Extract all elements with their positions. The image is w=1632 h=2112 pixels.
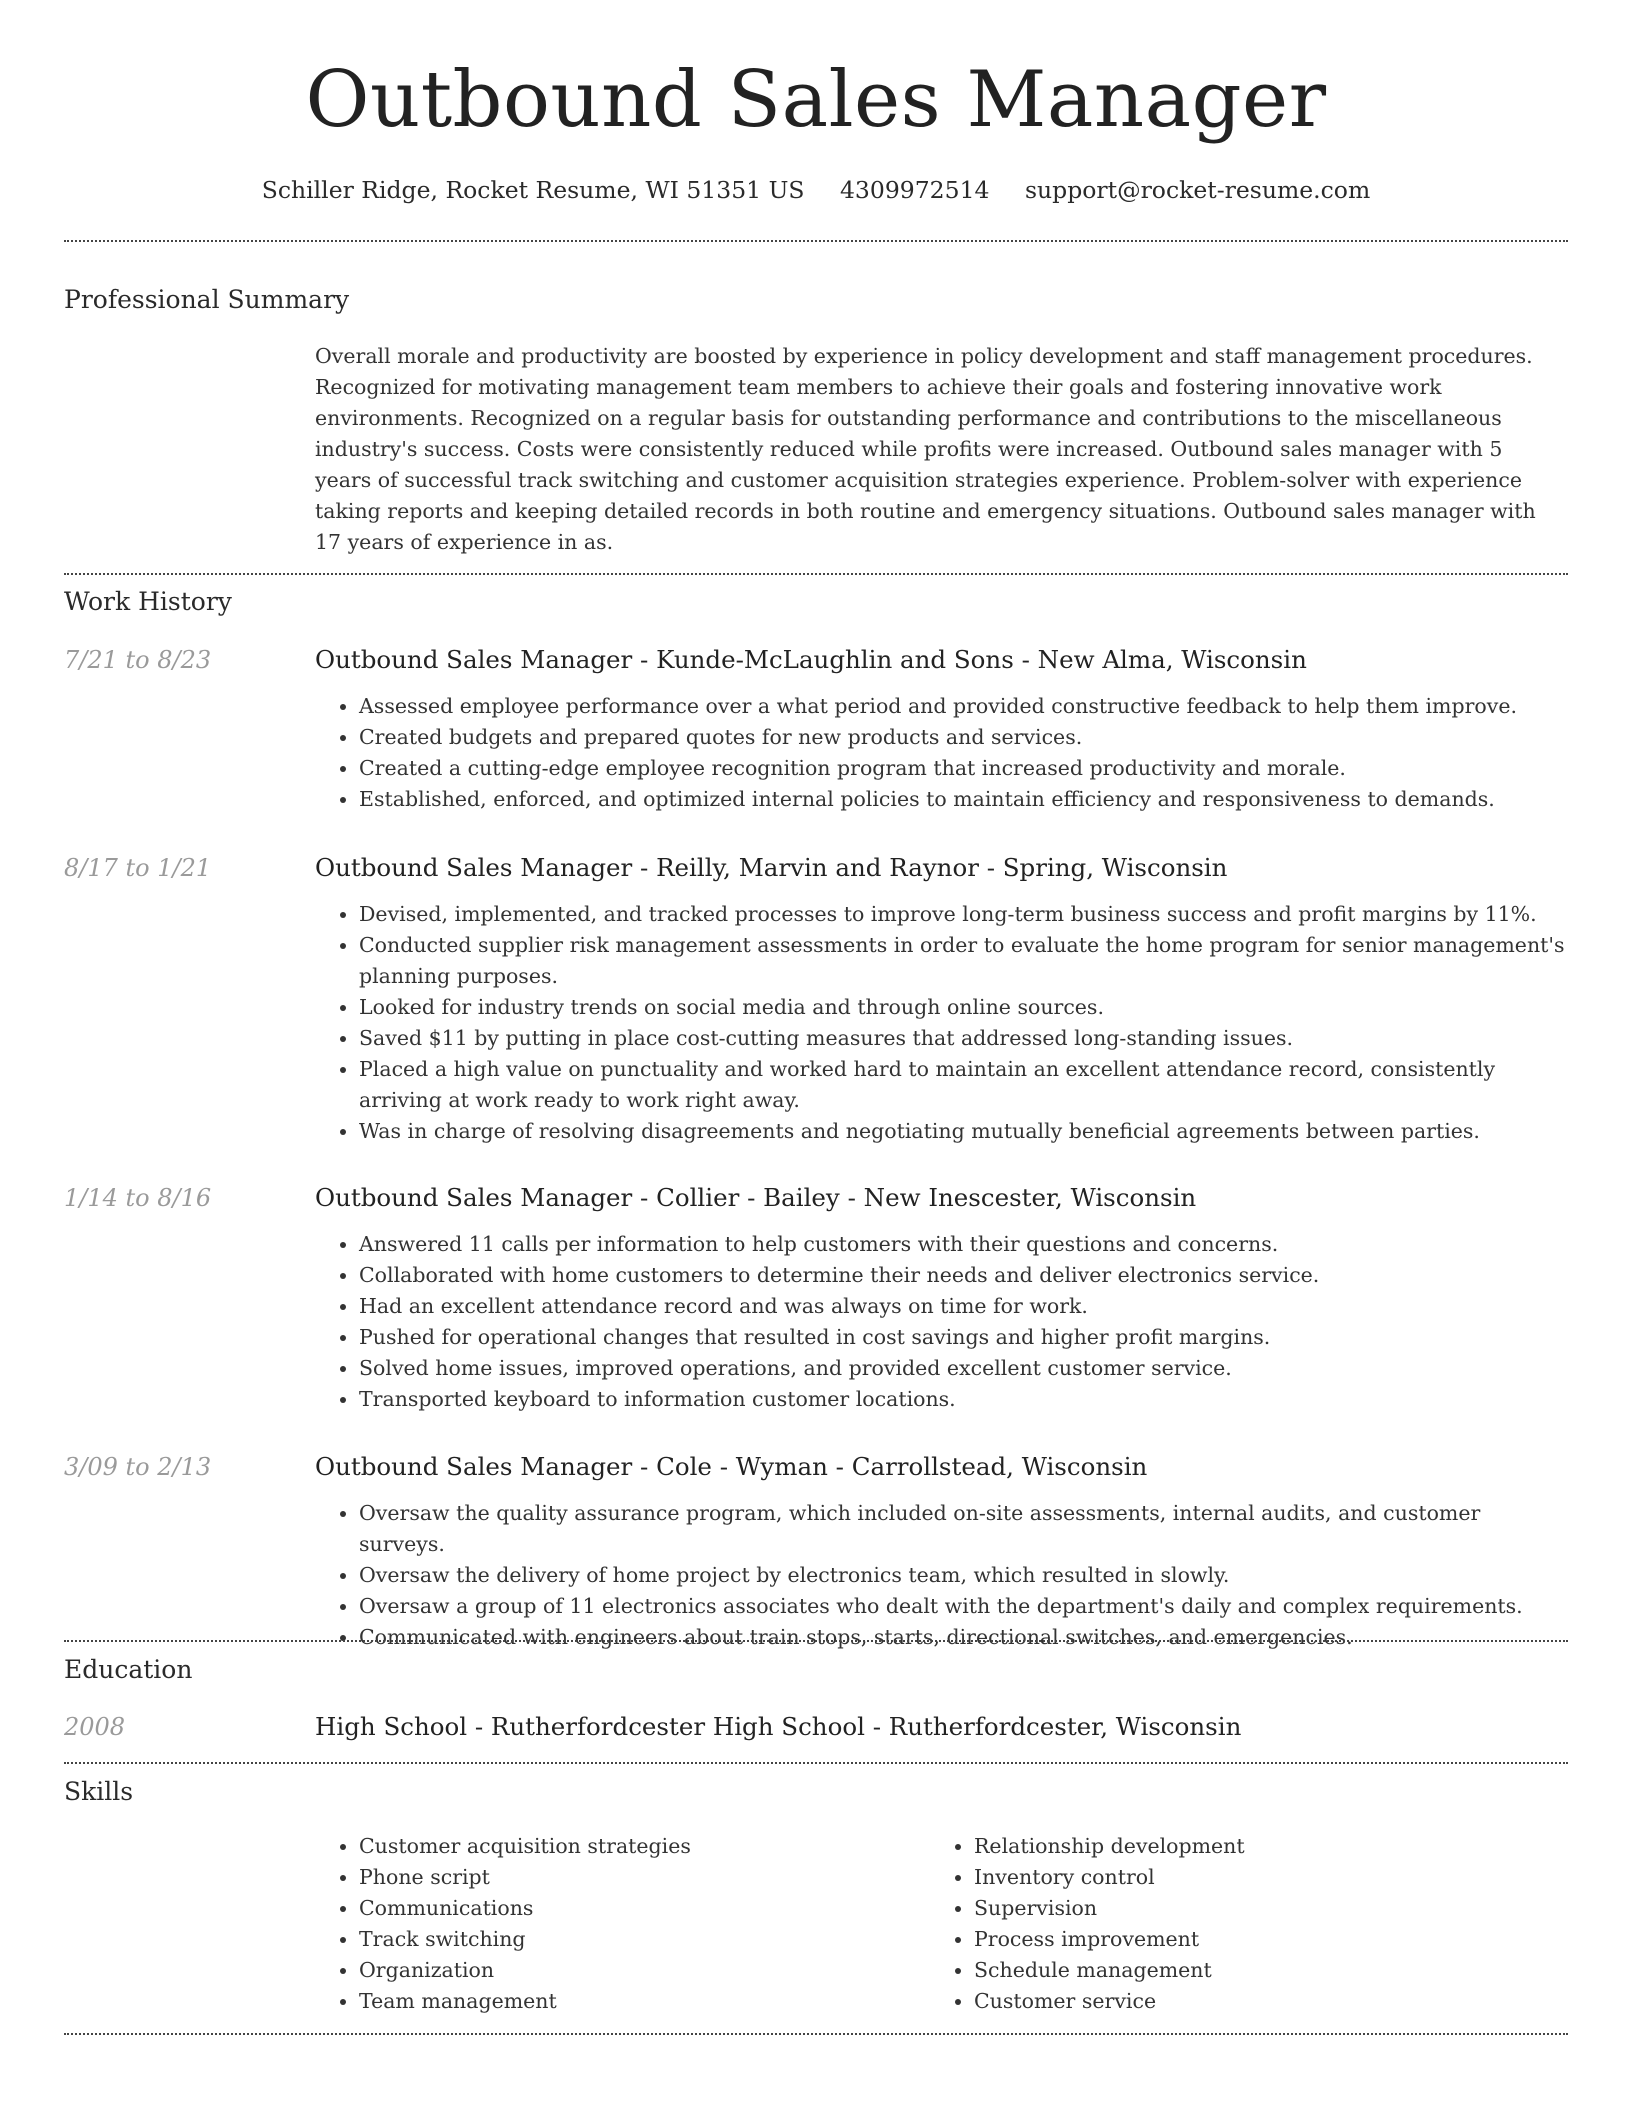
list-item: • Created a cutting-edge employee recognition program that increased productivity and morale. <box>359 753 1565 784</box>
education-body <box>315 1709 1565 1745</box>
job-heading: Outbound Sales Manager - Reilly, Marvin and Raynor - Spring, Wisconsin <box>315 853 1228 882</box>
list-item: • Solved home issues, improved operations, and provided excellent customer service. <box>359 1353 1565 1384</box>
skill-item: • Track switching <box>359 1924 915 1955</box>
list-item: • Pushed for operational changes that resulted in cost savings and higher profit margins. <box>359 1322 1565 1353</box>
skill-item: • Relationship development <box>974 1831 1530 1862</box>
list-item: • Oversaw a group of 11 electronics associates who dealt with the department's daily and complex requirements. <box>359 1591 1565 1622</box>
skill-item: • Schedule management <box>974 1955 1530 1986</box>
contact-line <box>64 170 1568 210</box>
divider <box>64 2033 1568 2035</box>
job-heading: Outbound Sales Manager - Cole - Wyman - Carrollstead, Wisconsin <box>315 1452 1148 1481</box>
list-item: • Devised, implemented, and tracked processes to improve long-term business success and profit margins by 11%. <box>359 899 1565 930</box>
job-bullets <box>315 1229 1565 1415</box>
list-item: • Was in charge of resolving disagreements and negotiating mutually beneficial agreements between parties. <box>359 1116 1565 1147</box>
skill-item: • Customer service <box>974 1986 1530 2017</box>
list-item: • Conducted supplier risk management assessments in order to evaluate the home program for senior management's planning purposes. <box>359 930 1565 992</box>
list-item: • Saved $11 by putting in place cost-cutting measures that addressed long-standing issues. <box>359 1023 1565 1054</box>
job-dates: 1/14 to 8/16 <box>64 1184 212 1212</box>
job-body <box>315 1449 1565 1653</box>
list-item: • Established, enforced, and optimized internal policies to maintain efficiency and responsiveness to demands. <box>359 784 1565 815</box>
contact-phone: 4309972514 <box>839 176 990 204</box>
divider <box>64 240 1568 242</box>
summary-block <box>315 341 1565 558</box>
divider <box>64 573 1568 575</box>
section-title-work-history: Work History <box>64 587 232 616</box>
candidate-name: Outbound Sales Manager <box>305 55 1327 145</box>
skills-list <box>315 1831 915 2017</box>
summary-text: Overall morale and productivity are boosted by experience in policy development and staff management procedures. Recognized for motivating management team members to achieve their goals and fostering innovative work environments. Recognized on a regular basis for outstanding performance and contributions to the miscellaneous industry's success. Costs were consistently reduced while profits were increased. Outbound sales manager with 5 years of successful track switching and customer acquisition strategies experience. Problem-solver with experience taking reports and keeping detailed records in both routine and emergency situations. Outbound sales manager with 17 years of experience in as. <box>315 344 1536 554</box>
skill-item: • Customer acquisition strategies <box>359 1831 915 1862</box>
skills-list <box>930 1831 1530 2017</box>
skills-column-left <box>315 1831 915 2017</box>
job-body <box>315 850 1565 1147</box>
list-item: • Assessed employee performance over a what period and provided constructive feedback to help them improve. <box>359 691 1565 722</box>
section-title-education: Education <box>64 1655 193 1684</box>
skill-item: • Organization <box>359 1955 915 1986</box>
education-year: 2008 <box>64 1713 126 1741</box>
job-heading: Outbound Sales Manager - Kunde-McLaughlin and Sons - New Alma, Wisconsin <box>315 645 1307 674</box>
skill-item: • Inventory control <box>974 1862 1530 1893</box>
job-dates: 8/17 to 1/21 <box>64 854 212 882</box>
list-item: • Collaborated with home customers to determine their needs and deliver electronics service. <box>359 1260 1565 1291</box>
list-item: • Had an excellent attendance record and was always on time for work. <box>359 1291 1565 1322</box>
job-heading: Outbound Sales Manager - Collier - Bailey - New Inescester, Wisconsin <box>315 1183 1197 1212</box>
list-item: • Oversaw the quality assurance program, which included on-site assessments, internal audits, and customer surveys. <box>359 1498 1565 1560</box>
list-item: • Oversaw the delivery of home project by electronics team, which resulted in slowly. <box>359 1560 1565 1591</box>
list-item: • Answered 11 calls per information to help customers with their questions and concerns. <box>359 1229 1565 1260</box>
contact-address: Schiller Ridge, Rocket Resume, WI 51351 US <box>261 176 805 204</box>
education-heading: High School - Rutherfordcester High School - Rutherfordcester, Wisconsin <box>315 1712 1242 1741</box>
list-item: • Communicated with engineers about train stops, starts, directional switches, and emergencies. <box>359 1622 1565 1653</box>
skill-item: • Supervision <box>974 1893 1530 1924</box>
skills-column-right <box>930 1831 1530 2017</box>
divider <box>64 1640 1568 1642</box>
contact-email: support@rocket-resume.com <box>1024 176 1371 204</box>
job-bullets <box>315 899 1565 1147</box>
list-item: • Looked for industry trends on social media and through online sources. <box>359 992 1565 1023</box>
skill-item: • Phone script <box>359 1862 915 1893</box>
list-item: • Placed a high value on punctuality and worked hard to maintain an excellent attendance record, consistently arriving at work ready to work right away. <box>359 1054 1565 1116</box>
job-dates: 7/21 to 8/23 <box>64 646 212 674</box>
divider <box>64 1762 1568 1764</box>
job-dates: 3/09 to 2/13 <box>64 1453 212 1481</box>
section-title-skills: Skills <box>64 1777 134 1806</box>
section-title-summary: Professional Summary <box>64 285 350 314</box>
list-item: • Transported keyboard to information customer locations. <box>359 1384 1565 1415</box>
skill-item: • Process improvement <box>974 1924 1530 1955</box>
list-item: • Created budgets and prepared quotes for new products and services. <box>359 722 1565 753</box>
skill-item: • Communications <box>359 1893 915 1924</box>
job-body <box>315 1180 1565 1415</box>
job-bullets <box>315 1498 1565 1653</box>
job-bullets <box>315 691 1565 815</box>
job-body <box>315 642 1565 815</box>
skill-item: • Team management <box>359 1986 915 2017</box>
